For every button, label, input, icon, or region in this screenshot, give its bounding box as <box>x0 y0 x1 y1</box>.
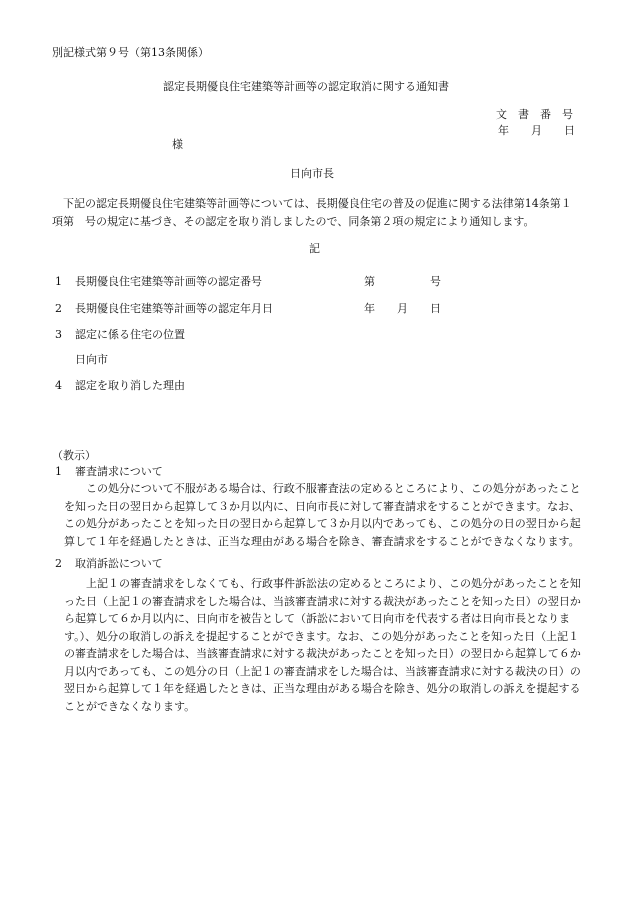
recipient-suffix: 様 <box>172 138 183 151</box>
notice-heading: （教示） <box>52 449 96 462</box>
notice-section-title: 取消訴訟について <box>75 557 163 570</box>
notice-section-title: 審査請求について <box>75 465 163 478</box>
item-number: 3 <box>55 328 62 341</box>
sender-name: 日向市長 <box>290 167 334 180</box>
document-number: 文 書 番 号 <box>496 108 573 121</box>
document-date: 年 月 日 <box>498 124 575 137</box>
item-number: 1 <box>55 275 62 288</box>
ki-heading: 記 <box>309 242 320 255</box>
notice-section-text: この処分について不服がある場合は、行政不服審査法の定めるところにより、この処分があったことを知った日の翌日から起算して３か月以内に、日向市長に対して審査請求をすることができます。なお、この処分があったことを知った日の翌日から起算して３か月以内であっても、この処分の日の翌日から起算して１年を経過したときは、正当な理由がある場合を除き、審査請求をすることができなくなります。 <box>64 482 581 548</box>
notice-section-number: 2 <box>55 557 62 570</box>
item-label: 認定に係る住宅の位置 <box>75 328 185 341</box>
body-text: 下記の認定長期優良住宅建築等計画等については、長期優良住宅の普及の促進に関する法律第14条第１項第 号の規定に基づき、その認定を取り消しましたので、同条第２項の規定により通知します。 <box>52 197 572 228</box>
notice-section-text: 上記１の審査請求をしなくても、行政事件訴訟法の定めるところにより、この処分があったことを知った日（上記１の審査請求をした場合は、当該審査請求に対する裁決があったことを知った日）の翌日から起算して６か月以内に、日向市を被告として（訴訟において日向市を代表する者は日向市長となります。）、処分の取消しの訴えを提起することができます。なお、この処分があったことを知った日（上記１の審査請求をした場合は、当該審査請求に対する裁決があったことを知った日）の翌日から起算して６か月以内であっても、この処分の日（上記１の審査請求をした場合は、当該審査請求に対する裁決の日）の翌日から起算して１年を経過したときは、正当な理由がある場合を除き、処分の取消しの訴えを提起することができなくなります。 <box>64 577 581 713</box>
item-number: 2 <box>55 302 62 315</box>
notice-section-number: 1 <box>55 465 62 478</box>
item-label: 認定を取り消した理由 <box>75 379 185 392</box>
form-label: 別記様式第９号（第13条関係） <box>52 46 209 59</box>
item-label: 長期優良住宅建築等計画等の認定年月日 <box>75 302 273 315</box>
item-value: 年 月 日 <box>364 302 441 315</box>
item-label: 長期優良住宅建築等計画等の認定番号 <box>75 275 262 288</box>
item-value: 第 号 <box>364 275 441 288</box>
item-sub: 日向市 <box>75 353 108 366</box>
document-title: 認定長期優良住宅建築等計画等の認定取消に関する通知書 <box>163 80 449 93</box>
item-number: 4 <box>55 379 62 392</box>
